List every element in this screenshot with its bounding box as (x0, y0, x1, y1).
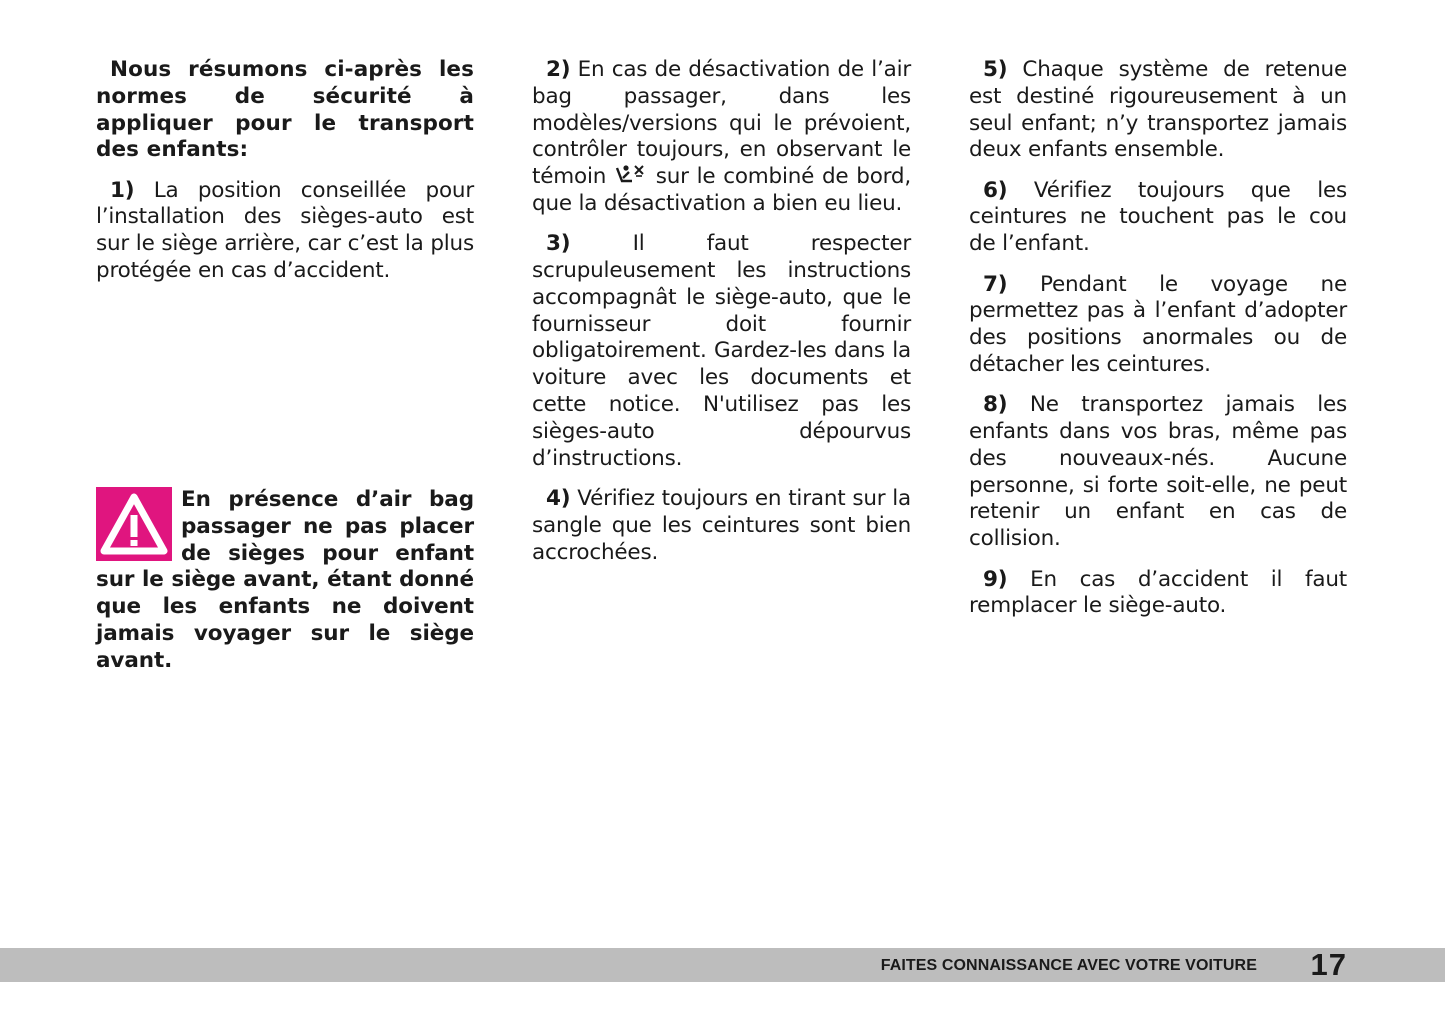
airbag-warning (96, 487, 474, 675)
rule-number: 9) (983, 566, 1008, 592)
rule-text: Pendant le voyage ne permettez pas à l’enfant d’adopter des positions anormales ou de détacher les ceintures. (969, 271, 1347, 377)
rule-text-cont: sur le combiné de bord, que la désactivation a bien eu lieu. (532, 164, 911, 216)
warning-triangle-icon (96, 487, 172, 561)
rule-text: Vérifiez toujours que les ceintures ne touchent pas le cou de l’enfant. (969, 177, 1348, 257)
rule-number: 2) (546, 57, 571, 82)
rule-7 (969, 272, 1347, 379)
rule-text: Vérifiez toujours en tirant sur la sangle que les ceintures sont bien accrochées. (532, 485, 911, 565)
rule-text: En cas de désactivation de l’air bag passager, dans les modèles/versions qui le prévoient, contrôler toujours, en observant le témoin (532, 57, 911, 190)
middle-column (532, 57, 911, 580)
rule-text: La position conseillée pour l’installation des sièges-auto est sur le siège arrière, car c’est la plus protégée en cas d’accident. (96, 177, 474, 284)
rule-8 (969, 392, 1347, 553)
rule-2 (532, 57, 911, 218)
rule-9 (969, 567, 1347, 621)
rule-number: 1) (110, 177, 135, 203)
airbag-off-icon (614, 164, 648, 186)
rule-text: Il faut respecter scrupuleusement les instructions accompagnât le siège-auto, que le fournisseur doit fournir obligatoirement. Gardez-les dans la voiture avec les documents et cette notice. N'utilisez pas les sièges-auto dépourvus d’instructions. (532, 231, 911, 471)
footer-bar (0, 948, 1445, 982)
rule-3 (532, 231, 911, 472)
page-number: 17 (1310, 947, 1347, 982)
rule-4 (532, 486, 911, 566)
section-title: FAITES CONNAISSANCE AVEC VOTRE VOITURE (880, 957, 1257, 974)
rule-number: 6) (983, 177, 1008, 203)
intro-heading: Nous résumons ci-après les normes de sécurité à appliquer pour le transport des enfants: (96, 57, 474, 163)
rule-number: 8) (983, 392, 1008, 418)
rule-text: Ne transportez jamais les enfants dans vos bras, même pas des nouveaux-nés. Aucune personne, si forte soit-elle, ne peut retenir un enfant en cas de collision. (969, 392, 1347, 552)
left-column (96, 57, 474, 298)
warning-text: En présence d’air bag passager ne pas placer de sièges pour enfant sur le siège avant, étant donné que les enfants ne doivent jamais voyager sur le siège avant. (96, 487, 474, 673)
rule-6 (969, 178, 1347, 258)
rule-number: 4) (546, 485, 571, 511)
rule-number: 7) (983, 271, 1008, 297)
rule-text: Chaque système de retenue est destiné rigoureusement à un seul enfant; n’y transportez jamais deux enfants ensemble. (969, 57, 1347, 163)
rule-5 (969, 57, 1347, 164)
right-column (969, 57, 1347, 634)
rule-number: 5) (983, 57, 1008, 82)
rule-text: En cas d’accident il faut remplacer le siège-auto. (969, 566, 1347, 619)
rule-number: 3) (546, 231, 571, 257)
rule-1 (96, 178, 474, 285)
